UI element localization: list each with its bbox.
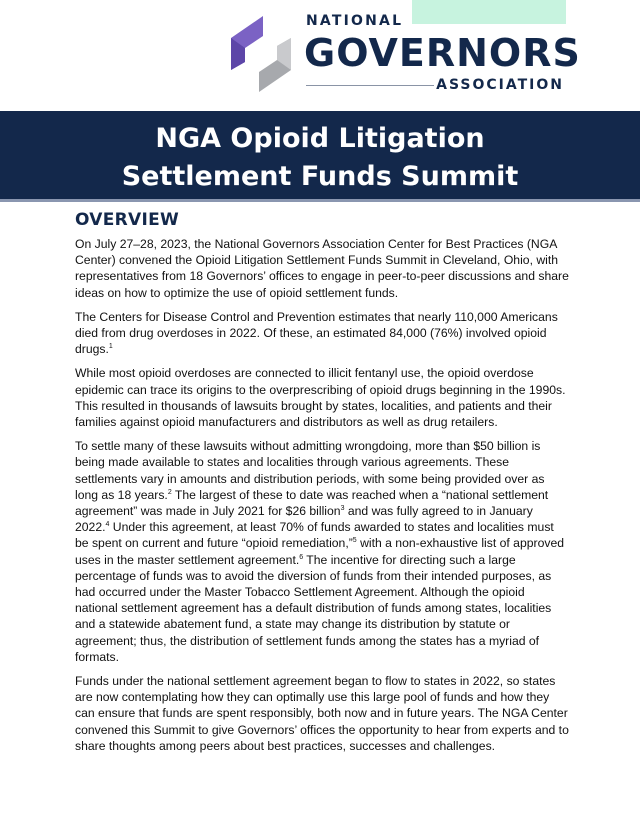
paragraph-cdc-text: The Centers for Disease Control and Prevention estimates that nearly 110,000 Americans died from drug overdoses in 2022. Of these, an estimated 84,000 (76%) involved opioid drugs. <box>75 309 558 357</box>
overview-section <box>75 210 570 762</box>
logo-national: NATIONAL <box>306 13 404 29</box>
logo-divider <box>306 85 434 86</box>
settlements-text-f: The incentive for directing such a large percentage of funds was to avoid the diversion of funds from their intended purposes, as had occurred under the Master Tobacco Settlement Agreement. Although the opioid national settlement agreement has a default distribution of funds among states, localities and a statewide abatement fund, a state may change its distribution by statute or agreement; thus, the distribution of settlement funds among the states has a myriad of formats. <box>75 552 552 664</box>
paragraph-summit: On July 27–28, 2023, the National Governors Association Center for Best Practices (NGA Center) convened the Opioid Litigation Settlement Funds Summit in Cleveland, Ohio, with representatives from 18 Governors’ offices to engage in peer-to-peer discussions and share ideas on how to optimize the use of opioid settlement funds. <box>75 237 569 300</box>
paragraph-settlements <box>75 438 570 665</box>
settlements-text-a: To settle many of these lawsuits without admitting wrongdoing, more than $50 billion is being made available to states and localities through various agreements. These settlements vary in amounts and distribution periods, with some being provided over as long as 18 years. <box>75 439 545 502</box>
paragraph-cdc <box>75 309 570 358</box>
nga-logo-icon <box>227 14 295 94</box>
paragraph-origins: While most opioid overdoses are connected to illicit fentanyl use, the opioid overdose epidemic can trace its origins to the overprescribing of opioid drugs beginning in the 1990s. This resulted in thousands of lawsuits brought by states, localities, and patients and their families against opioid manufacturers and distributors as well as drug retailers. <box>75 366 566 430</box>
page-title-line-2: Settlement Funds Summit <box>121 161 519 192</box>
title-banner <box>0 111 640 202</box>
settlements-text-c: and was fully agreed to in January 2022. <box>75 504 533 535</box>
footnote-2: 2 <box>167 488 172 496</box>
settlements-text-b: The largest of these to date was reached when a “national settlement agreement” was made in July 2021 for $26 billion <box>75 487 549 519</box>
overview-heading: OVERVIEW <box>75 210 180 230</box>
logo-governors: GOVERNORS <box>304 31 581 75</box>
nga-wordmark <box>304 12 581 94</box>
page-title-line-1: NGA Opioid Litigation <box>155 123 485 154</box>
settlements-text-d: Under this agreement, at least 70% of funds awarded to states and localities must be spent on current and future “opioid remediation,” <box>75 520 554 551</box>
footnote-4: 4 <box>105 521 110 529</box>
footnote-6: 6 <box>299 553 304 561</box>
footnote-3: 3 <box>340 505 345 513</box>
paragraph-funds-flow: Funds under the national settlement agreement began to flow to states in 2022, so states are now contemplating how they can optimally use this large pool of funds and how they can ensure that funds are spent responsibly, both now and in future years. The NGA Center convened this Summit to give Governors’ offices the opportunity to hear from experts and to share thoughts among peers about best practices, successes and challenges. <box>75 674 569 753</box>
settlements-text-e: with a non-exhaustive list of approved uses in the master settlement agreement. <box>75 536 564 567</box>
footnote-1: 1 <box>108 343 113 351</box>
footnote-5: 5 <box>352 537 357 545</box>
logo-association: ASSOCIATION <box>436 77 564 93</box>
